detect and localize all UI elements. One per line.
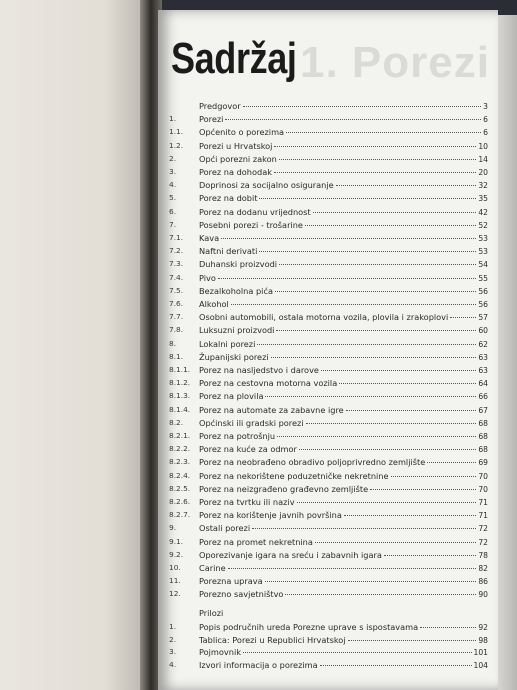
toc-entry bbox=[163, 232, 488, 244]
toc-entry-number: 1.1. bbox=[169, 127, 184, 137]
toc-entry-number: 7.1. bbox=[169, 233, 184, 242]
dot-leader bbox=[275, 291, 476, 292]
dot-leader bbox=[274, 146, 476, 147]
toc-entry bbox=[163, 192, 488, 204]
dot-leader bbox=[306, 423, 477, 424]
toc-entry-number: 7.3. bbox=[169, 259, 184, 269]
toc-entry-line bbox=[199, 417, 488, 430]
toc-entry bbox=[163, 351, 488, 363]
toc-entry-page: 52 bbox=[478, 220, 488, 230]
toc-entry-number: 12. bbox=[169, 589, 181, 599]
toc-entry bbox=[163, 153, 488, 165]
toc-entry-title: Porez na plovila bbox=[199, 391, 264, 402]
toc-entry-number: 4. bbox=[169, 659, 177, 669]
toc-entry-page: 98 bbox=[478, 635, 488, 645]
toc-entry-title: Porez na automate za zabavne igre bbox=[199, 404, 344, 415]
toc-entry-number: 2. bbox=[169, 153, 177, 163]
dot-leader bbox=[225, 119, 481, 120]
toc-entry-number: 8.1. bbox=[169, 351, 184, 361]
toc-entry-number: 8.1.4. bbox=[169, 404, 191, 414]
toc-entry-page: 72 bbox=[478, 537, 488, 547]
toc-entry bbox=[163, 443, 488, 455]
dot-leader bbox=[336, 185, 477, 186]
toc-entry bbox=[163, 404, 488, 416]
toc-entry-page: 56 bbox=[478, 300, 488, 309]
toc-entry-title: Pivo bbox=[199, 272, 216, 283]
toc-entry-line bbox=[199, 621, 488, 634]
toc-entry-title: Porez na dobit bbox=[199, 193, 258, 204]
toc-entry bbox=[163, 206, 488, 218]
dot-leader bbox=[344, 515, 476, 516]
toc-entry-title: Luksuzni proizvodi bbox=[199, 325, 275, 336]
dot-leader bbox=[321, 370, 476, 371]
toc-entry-page: 55 bbox=[478, 273, 488, 283]
toc-entry-line bbox=[199, 140, 488, 153]
toc-entry-number: 7.8. bbox=[169, 325, 184, 335]
toc-entry bbox=[163, 562, 488, 574]
toc-entry bbox=[163, 377, 488, 389]
toc-entry bbox=[163, 298, 488, 310]
toc-entry-page: 3 bbox=[483, 102, 488, 111]
toc-entry-page: 60 bbox=[478, 326, 488, 336]
dot-leader bbox=[427, 462, 476, 463]
toc-entry-number: 7.4. bbox=[169, 272, 184, 282]
toc-entry bbox=[163, 509, 488, 521]
toc-entry-title: Posebni porezi - trošarine bbox=[199, 219, 303, 230]
toc-entry-page: 92 bbox=[478, 623, 488, 632]
toc-entry-line bbox=[199, 443, 488, 456]
toc-entry-page: 53 bbox=[478, 247, 488, 257]
toc-entry-title: Porez na promet nekretnina bbox=[199, 536, 313, 547]
toc-entry-line bbox=[199, 311, 488, 324]
toc-entry-title: Županijski porezi bbox=[199, 351, 269, 362]
toc-entry-page: 35 bbox=[478, 194, 488, 204]
dot-leader bbox=[257, 344, 476, 345]
toc-entry-page: 62 bbox=[478, 339, 488, 349]
toc-entry-title: Pojmovnik bbox=[199, 647, 241, 657]
toc-entry-page: 57 bbox=[478, 313, 488, 323]
dot-leader bbox=[297, 502, 477, 503]
dot-leader bbox=[277, 436, 476, 437]
toc-entry-number: 7.6. bbox=[169, 299, 184, 308]
dot-leader bbox=[228, 568, 477, 569]
toc-entry bbox=[163, 634, 488, 646]
toc-entry-page: 63 bbox=[478, 366, 488, 375]
toc-entry bbox=[163, 219, 488, 231]
toc-entry-line bbox=[199, 285, 488, 298]
toc-entry bbox=[163, 338, 488, 350]
toc-entry-page: 6 bbox=[483, 128, 488, 138]
toc-entry-title: Tablica: Porezi u Republici Hrvatskoj bbox=[199, 634, 346, 645]
toc-entry-number: 1.2. bbox=[169, 140, 184, 150]
toc-entry-number: 9. bbox=[169, 523, 177, 533]
show-through-text: 1. Porezi bbox=[300, 38, 490, 87]
toc-entry-line bbox=[199, 377, 488, 390]
toc-entry-title: Porez na potrošnju bbox=[199, 431, 276, 441]
dot-leader bbox=[271, 357, 477, 358]
toc-entry bbox=[163, 470, 488, 482]
toc-entry-line bbox=[199, 509, 488, 522]
toc-entry-number: 8.1.1. bbox=[169, 365, 191, 374]
toc-entry-number: 8. bbox=[169, 338, 177, 348]
toc-entry bbox=[163, 311, 488, 323]
toc-entry-number: 8.2.5. bbox=[169, 483, 191, 493]
toc-entry-number: 1. bbox=[169, 622, 177, 631]
toc-entry-line bbox=[199, 470, 488, 483]
toc-entry-page: 68 bbox=[478, 418, 488, 428]
toc-entry bbox=[163, 364, 488, 376]
toc-entry-title: Lokalni porezi bbox=[199, 338, 256, 349]
toc-entry bbox=[163, 272, 488, 284]
toc-entry-line bbox=[199, 351, 488, 364]
toc-entry-line bbox=[199, 562, 488, 575]
left-page bbox=[0, 0, 150, 690]
toc-entry-title: Naftni derivati bbox=[199, 246, 258, 257]
page-title: Sadržaj bbox=[171, 34, 297, 83]
toc-entry-title: Oporezivanje igara na sreću i zabavnih igara bbox=[199, 549, 382, 560]
toc-entry-title: Duhanski proizvodi bbox=[199, 259, 278, 270]
toc-entry-title: Porez na dohodak bbox=[199, 167, 272, 177]
toc-entry-page: 32 bbox=[478, 181, 488, 191]
toc-entry-page: 78 bbox=[478, 550, 488, 560]
toc-entry-page: 82 bbox=[478, 564, 488, 573]
toc-entry-line bbox=[199, 549, 488, 562]
toc-entry-line bbox=[199, 588, 488, 601]
toc-entry-number: 1. bbox=[169, 114, 177, 124]
toc-entry-page: 6 bbox=[483, 115, 488, 125]
dot-leader bbox=[299, 449, 476, 450]
toc-entry bbox=[163, 179, 488, 191]
toc-entry-number: 8.1.2. bbox=[169, 378, 191, 388]
toc-entry bbox=[163, 113, 488, 125]
toc-entry-title: Ostali porezi bbox=[199, 523, 251, 534]
toc-entry-page: 71 bbox=[478, 511, 488, 521]
toc-entry-line bbox=[199, 456, 488, 469]
toc-entry bbox=[163, 166, 488, 178]
toc-entry-title: Kava bbox=[199, 233, 220, 243]
toc-entry-title: Carine bbox=[199, 563, 226, 573]
toc-entry-title: Bezalkoholna pića bbox=[199, 285, 273, 296]
dot-leader bbox=[265, 396, 476, 397]
appendix-heading-line bbox=[199, 607, 488, 619]
toc-entry-title: Izvori informacija o porezima bbox=[199, 659, 318, 670]
toc-entry-line bbox=[199, 272, 488, 285]
toc-entry-number: 11. bbox=[169, 576, 181, 586]
toc-entry-title: Porez na neobrađeno obradivo poljoprivredno zemljište bbox=[199, 457, 426, 468]
toc-entry-line bbox=[199, 634, 488, 647]
toc-entry bbox=[163, 659, 488, 671]
toc-entry-page: 42 bbox=[478, 207, 488, 217]
toc-entry-line bbox=[199, 113, 488, 126]
dot-leader bbox=[259, 198, 476, 199]
dot-leader bbox=[384, 555, 476, 556]
toc-entry-number: 4. bbox=[169, 180, 177, 190]
toc-entry-page: 90 bbox=[478, 590, 488, 600]
toc-entry-title: Osobni automobili, ostala motorna vozila, plovila i zrakoplovi bbox=[199, 312, 449, 323]
toc-entry-title: Popis područnih ureda Porezne uprave s ispostavama bbox=[199, 622, 419, 632]
toc-entry-number: 9.1. bbox=[169, 536, 184, 546]
toc-entry bbox=[163, 646, 488, 658]
toc-entry bbox=[163, 456, 488, 468]
dot-leader bbox=[305, 225, 476, 226]
toc-entry-line bbox=[199, 166, 488, 179]
next-page-edge bbox=[497, 15, 517, 690]
dot-leader bbox=[320, 665, 472, 666]
toc-entry-line bbox=[199, 100, 488, 113]
toc-entry-title: Porezi bbox=[199, 114, 224, 125]
toc-entry-number: 8.2.1. bbox=[169, 431, 191, 440]
toc-entry-page: 56 bbox=[478, 286, 488, 296]
toc-entry-page: 64 bbox=[478, 379, 488, 389]
dot-leader bbox=[252, 528, 476, 529]
dot-leader bbox=[285, 594, 476, 595]
toc-entry bbox=[163, 575, 488, 587]
toc-entry-page: 72 bbox=[478, 524, 488, 534]
toc-entry bbox=[163, 549, 488, 561]
toc-entry-number: 8.2.3. bbox=[169, 457, 191, 467]
toc-entry-line bbox=[199, 659, 488, 672]
toc-entry-number: 7.7. bbox=[169, 312, 184, 322]
toc-entry-number: 9.2. bbox=[169, 549, 184, 559]
toc-entry bbox=[163, 126, 488, 138]
toc-entry-line bbox=[199, 390, 488, 403]
toc-entry-line bbox=[199, 646, 488, 659]
appendix-heading bbox=[163, 607, 488, 619]
toc-entry-page: 68 bbox=[478, 432, 488, 441]
toc-entry bbox=[163, 390, 488, 402]
toc-entry-line bbox=[199, 404, 488, 417]
toc-entry-title: Predgovor bbox=[199, 101, 241, 111]
toc-entry-number: 7.5. bbox=[169, 285, 184, 295]
toc-entry-line bbox=[199, 206, 488, 219]
toc-entry bbox=[163, 536, 488, 548]
toc-entry-number: 8.2.2. bbox=[169, 444, 191, 454]
toc-entry-line bbox=[199, 192, 488, 205]
toc-entry-number: 8.1.3. bbox=[169, 391, 191, 401]
toc-entry-title: Porezna uprava bbox=[199, 576, 263, 587]
toc-entry-line bbox=[199, 324, 488, 337]
toc-entry-line bbox=[199, 364, 488, 377]
toc-entry-line bbox=[199, 245, 488, 258]
toc-entry-number: 8.2.7. bbox=[169, 510, 191, 520]
toc-entry-number: 5. bbox=[169, 193, 177, 203]
dot-leader bbox=[346, 410, 477, 411]
toc-entry-number: 6. bbox=[169, 206, 177, 216]
toc-entry-line bbox=[199, 483, 488, 496]
toc-entry-page: 67 bbox=[478, 405, 488, 415]
toc-entry-number: 10. bbox=[169, 563, 181, 572]
toc-entry-title: Porez na korištenje javnih površina bbox=[199, 510, 342, 521]
toc-entry-line bbox=[199, 258, 488, 271]
toc-entry-title: Porezno savjetništvo bbox=[199, 589, 284, 600]
toc-entry-line bbox=[199, 126, 488, 139]
dot-leader bbox=[279, 159, 477, 160]
toc-entry bbox=[163, 496, 488, 508]
toc-entry-title: Porez na cestovna motorna vozila bbox=[199, 378, 338, 389]
toc-entry-line bbox=[199, 496, 488, 509]
toc-entry bbox=[163, 430, 488, 442]
toc-entry-page: 53 bbox=[478, 234, 488, 243]
dot-leader bbox=[370, 489, 476, 490]
toc-entry bbox=[163, 621, 488, 633]
toc-entry-title: Porez na nekorištene poduzetničke nekretnine bbox=[199, 470, 389, 481]
toc-entry bbox=[163, 324, 488, 336]
toc-entry-page: 70 bbox=[478, 484, 488, 494]
toc-entry-title: Porez na dodanu vrijednost bbox=[199, 206, 311, 217]
toc-entry-title: Općenito o porezima bbox=[199, 127, 285, 138]
toc-entry bbox=[163, 258, 488, 270]
toc-entry bbox=[163, 245, 488, 257]
toc-entry-line bbox=[199, 430, 488, 443]
toc-entry-line bbox=[199, 536, 488, 549]
toc-entry-title: Porez na nasljedstvo i darove bbox=[199, 365, 319, 375]
toc-entry-page: 104 bbox=[473, 660, 488, 670]
dot-leader bbox=[450, 317, 476, 318]
toc-entry bbox=[163, 285, 488, 297]
toc-entry-page: 86 bbox=[478, 577, 488, 587]
dot-leader bbox=[231, 304, 477, 305]
toc-entry-page: 14 bbox=[478, 154, 488, 164]
toc-entry-page: 68 bbox=[478, 445, 488, 455]
toc-entry-line bbox=[199, 575, 488, 588]
dot-leader bbox=[279, 264, 476, 265]
dot-leader bbox=[243, 652, 472, 653]
toc-entry-page: 69 bbox=[478, 458, 488, 468]
toc-entry-title: Porez na tvrtku ili naziv bbox=[199, 497, 295, 507]
toc-entry bbox=[163, 417, 488, 429]
toc-entry-number: 3. bbox=[169, 167, 177, 176]
dot-leader bbox=[391, 476, 477, 477]
toc-entry-number: 7. bbox=[169, 219, 177, 229]
toc-entry-number: 7.2. bbox=[169, 246, 184, 256]
toc-entry bbox=[163, 588, 488, 600]
toc-entry bbox=[163, 100, 488, 112]
toc-entry-title: Doprinosi za socijalno osiguranje bbox=[199, 180, 334, 191]
toc-entry-page: 101 bbox=[473, 648, 488, 657]
appendix-heading-text: Prilozi bbox=[199, 608, 224, 618]
toc-entry-line bbox=[199, 338, 488, 351]
toc-entry-number: 8.2.6. bbox=[169, 497, 191, 506]
dot-leader bbox=[348, 640, 477, 641]
toc-entry-number: 3. bbox=[169, 647, 177, 656]
toc-entry-line bbox=[199, 153, 488, 166]
dot-leader bbox=[274, 172, 476, 173]
toc-entry-line bbox=[199, 298, 488, 311]
toc-entry-title: Porez na kuće za odmor bbox=[199, 444, 297, 455]
dot-leader bbox=[243, 106, 482, 107]
toc-entry-line bbox=[199, 179, 488, 192]
toc-entry-page: 10 bbox=[478, 141, 488, 151]
toc-entry-number: 8.2. bbox=[169, 417, 184, 427]
toc-entry-title: Porezi u Hrvatskoj bbox=[199, 140, 273, 151]
dot-leader bbox=[315, 542, 476, 543]
toc-entry bbox=[163, 522, 488, 534]
dot-leader bbox=[221, 238, 476, 239]
toc-entry-page: 70 bbox=[478, 471, 488, 481]
toc-entry-page: 66 bbox=[478, 392, 488, 402]
toc-entry-page: 71 bbox=[478, 498, 488, 507]
toc-entry-number: 2. bbox=[169, 634, 177, 644]
toc-entry-number: 8.2.4. bbox=[169, 470, 191, 480]
toc-entry-title: Općinski ili gradski porezi bbox=[199, 417, 304, 428]
toc-entry-line bbox=[199, 219, 488, 232]
dot-leader bbox=[420, 627, 476, 628]
toc-entry-page: 63 bbox=[478, 352, 488, 362]
dot-leader bbox=[313, 212, 477, 213]
toc-entry-title: Opći porezni zakon bbox=[199, 153, 277, 164]
toc-entry bbox=[163, 483, 488, 495]
dot-leader bbox=[265, 581, 477, 582]
toc-entry-page: 54 bbox=[478, 260, 488, 270]
toc-entry-line bbox=[199, 522, 488, 535]
toc-entry-line bbox=[199, 232, 488, 245]
dot-leader bbox=[218, 278, 476, 279]
toc-entry-title: Alkohol bbox=[199, 299, 229, 309]
toc-entry-page: 20 bbox=[478, 168, 488, 177]
dot-leader bbox=[286, 132, 481, 133]
toc-entry bbox=[163, 140, 488, 152]
toc-entry-title: Porez na neizgrađeno građevno zemljište bbox=[199, 483, 369, 494]
dot-leader bbox=[259, 251, 476, 252]
dot-leader bbox=[339, 383, 476, 384]
dot-leader bbox=[276, 330, 476, 331]
